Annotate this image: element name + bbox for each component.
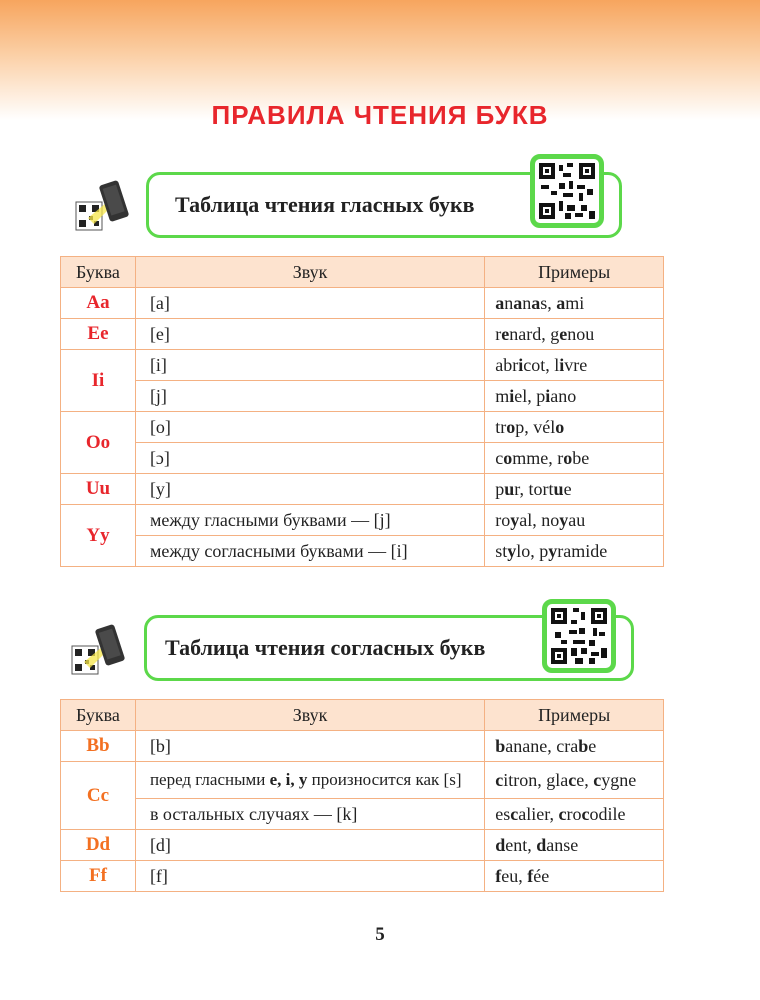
table-row [61, 381, 664, 412]
qr-code-icon [551, 608, 607, 664]
table-row [61, 412, 664, 443]
letter-cell: Cc [61, 762, 136, 830]
table-row [61, 536, 664, 567]
column-header-sound: Звук [135, 700, 484, 731]
vowels-table-title: Таблица чтения гласных букв [175, 192, 475, 217]
letter-cell: Ff [61, 861, 136, 892]
column-header-sound: Звук [135, 257, 484, 288]
table-row [61, 350, 664, 381]
consonants-table [60, 699, 664, 892]
examples-cell: dent, danse [485, 830, 664, 861]
vowels-qr-code[interactable] [530, 154, 604, 228]
sound-cell: [d] [135, 830, 484, 861]
table-row [61, 799, 664, 830]
column-header-examples: Примеры [485, 257, 664, 288]
letter-cell: Bb [61, 731, 136, 762]
examples-cell: pur, tortue [485, 474, 664, 505]
sound-cell: [ɔ] [135, 443, 484, 474]
letter-cell: Oo [61, 412, 136, 474]
examples-cell: stylo, pyramide [485, 536, 664, 567]
table-row [61, 443, 664, 474]
letter-cell: Aa [61, 288, 136, 319]
examples-cell: feu, fée [485, 861, 664, 892]
sound-cell: [y] [135, 474, 484, 505]
table-header-row [61, 257, 664, 288]
consonants-qr-code[interactable] [542, 599, 616, 673]
table-row [61, 861, 664, 892]
sound-cell: между гласными буквами — [j] [135, 505, 484, 536]
letter-cell: Yy [61, 505, 136, 567]
examples-cell: citron, glace, cygne [485, 762, 664, 799]
table-row [61, 474, 664, 505]
column-header-letter: Буква [61, 257, 136, 288]
examples-cell: abricot, livre [485, 350, 664, 381]
vowels-table [60, 256, 664, 567]
page-number: 5 [375, 924, 385, 945]
examples-cell: ananas, ami [485, 288, 664, 319]
sound-cell: перед гласными e, i, y произносится как [s] [135, 762, 484, 799]
letter-cell: Dd [61, 830, 136, 861]
examples-cell: royal, noyau [485, 505, 664, 536]
page-title: ПРАВИЛА ЧТЕНИЯ БУКВ [211, 100, 549, 130]
qr-code-icon [539, 163, 595, 219]
sound-cell: в остальных случаях — [k] [135, 799, 484, 830]
phone-scan-icon [72, 178, 132, 238]
sound-cell: между согласными буквами — [i] [135, 536, 484, 567]
column-header-letter: Буква [61, 700, 136, 731]
examples-cell: comme, robe [485, 443, 664, 474]
table-row [61, 319, 664, 350]
sound-cell: [b] [135, 731, 484, 762]
letter-cell: Uu [61, 474, 136, 505]
letter-cell: Ii [61, 350, 136, 412]
table-row [61, 830, 664, 861]
sound-cell: [a] [135, 288, 484, 319]
sound-cell: [j] [135, 381, 484, 412]
table-row [61, 288, 664, 319]
sound-cell: [o] [135, 412, 484, 443]
consonants-table-title: Таблица чтения согласных букв [165, 635, 486, 660]
examples-cell: trop, vélo [485, 412, 664, 443]
examples-cell: escalier, crocodile [485, 799, 664, 830]
examples-cell: renard, genou [485, 319, 664, 350]
table-row [61, 731, 664, 762]
letter-cell: Ee [61, 319, 136, 350]
sound-cell: [f] [135, 861, 484, 892]
table-header-row [61, 700, 664, 731]
examples-cell: miel, piano [485, 381, 664, 412]
column-header-examples: Примеры [485, 700, 664, 731]
sound-cell: [e] [135, 319, 484, 350]
table-row [61, 505, 664, 536]
phone-scan-icon [68, 622, 128, 682]
sound-cell: [i] [135, 350, 484, 381]
examples-cell: banane, crabe [485, 731, 664, 762]
table-row [61, 762, 664, 799]
